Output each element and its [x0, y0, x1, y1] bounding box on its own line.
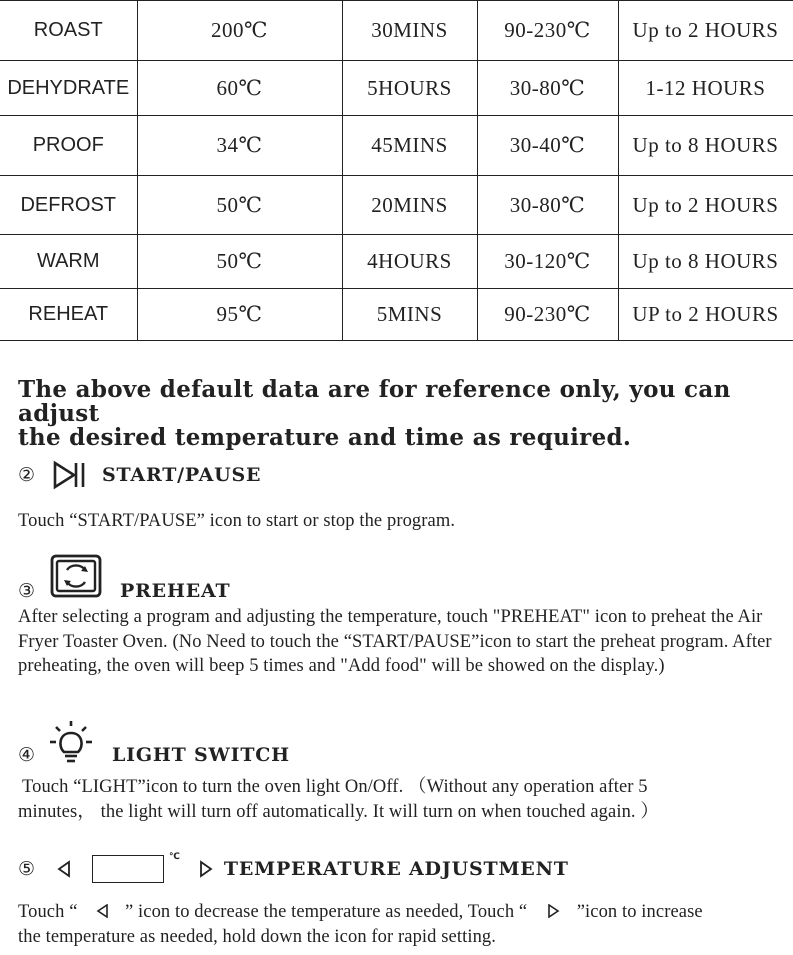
default-time-cell: 5MINS	[342, 289, 477, 341]
start-pause-heading	[18, 460, 261, 490]
default-time-cell: 5HOURS	[342, 61, 477, 116]
temp-range-cell: 30-40℃	[477, 116, 618, 176]
mode-cell: PROOF	[0, 116, 137, 176]
temp-range-cell: 30-80℃	[477, 61, 618, 116]
time-range-cell: Up to 2 HOURS	[618, 176, 793, 235]
time-range-cell: Up to 8 HOURS	[618, 235, 793, 289]
preheat-oven-icon	[50, 554, 102, 598]
reference-note	[18, 378, 778, 450]
table-row	[0, 289, 793, 341]
default-temp-cell: 34℃	[137, 116, 342, 176]
light-bulb-icon	[50, 720, 92, 764]
default-temp-cell: 50℃	[137, 176, 342, 235]
light-switch-line-2: minutes， the light will turn off automatically. It will turn on when touched again. ）	[18, 801, 659, 822]
time-range-cell: UP to 2 HOURS	[618, 289, 793, 341]
light-switch-title: LIGHT SWITCH	[112, 744, 290, 766]
light-switch-description	[18, 775, 793, 824]
degree-unit: ℃	[169, 852, 180, 862]
time-range-cell: Up to 8 HOURS	[618, 116, 793, 176]
default-time-cell: 45MINS	[342, 116, 477, 176]
start-pause-description: Touch “START/PAUSE” icon to start or stop the program.	[18, 511, 456, 531]
mode-cell: REHEAT	[0, 289, 137, 341]
settings-table	[0, 0, 793, 341]
default-temp-cell: 50℃	[137, 235, 342, 289]
default-time-cell: 20MINS	[342, 176, 477, 235]
increase-arrow-icon	[546, 904, 560, 918]
mode-cell: ROAST	[0, 1, 137, 61]
default-time-cell: 30MINS	[342, 1, 477, 61]
mode-cell: WARM	[0, 235, 137, 289]
temperature-adjustment-title: TEMPERATURE ADJUSTMENT	[223, 858, 569, 880]
temperature-adjustment-description	[18, 900, 793, 949]
mode-cell: DEHYDRATE	[0, 61, 137, 116]
temp-range-cell: 90-230℃	[477, 289, 618, 341]
light-switch-line-1: Touch “LIGHT”icon to turn the oven light On/Off. （Without any operation after 5	[22, 777, 648, 797]
temp-range-cell: 30-80℃	[477, 176, 618, 235]
increase-arrow-icon	[198, 860, 214, 878]
decrease-arrow-icon	[56, 860, 72, 878]
temperature-text-c: ”icon to increase	[576, 902, 703, 922]
table-row	[0, 235, 793, 289]
table-row	[0, 176, 793, 235]
settings-table-body	[0, 1, 793, 341]
light-switch-heading	[18, 718, 290, 766]
temperature-display-box	[92, 855, 164, 883]
section-number: ②	[18, 464, 36, 486]
table-row	[0, 61, 793, 116]
time-range-cell: Up to 2 HOURS	[618, 1, 793, 61]
preheat-description: After selecting a program and adjusting the temperature, touch "PREHEAT" icon to preheat the Air Fryer Toaster Oven. (No Need to touch the “START/PAUSE”icon to start the preheat program. After preheating, the oven will beep 5 times and "Add food" will be showed on the display.)	[18, 607, 772, 676]
play-pause-icon	[52, 460, 88, 490]
temp-range-cell: 30-120℃	[477, 235, 618, 289]
default-temp-cell: 200℃	[137, 1, 342, 61]
temperature-line-2: the temperature as needed, hold down the icon for rapid setting.	[18, 926, 496, 947]
reference-note-line-2: the desired temperature and time as required.	[18, 424, 632, 451]
table-row	[0, 1, 793, 61]
decrease-arrow-icon	[96, 904, 110, 918]
temperature-text-b: ” icon to decrease the temperature as needed, Touch “	[124, 902, 528, 922]
reference-note-line-1: The above default data are for reference only, you can adjust	[18, 376, 731, 427]
section-number: ③	[18, 580, 36, 602]
table-row	[0, 116, 793, 176]
preheat-heading	[18, 550, 230, 602]
start-pause-title: START/PAUSE	[102, 464, 262, 486]
settings-table-wrapper	[0, 0, 793, 341]
preheat-title: PREHEAT	[120, 580, 231, 602]
mode-cell: DEFROST	[0, 176, 137, 235]
default-time-cell: 4HOURS	[342, 235, 477, 289]
temperature-text-a: Touch “	[18, 902, 78, 922]
time-range-cell: 1-12 HOURS	[618, 61, 793, 116]
temperature-line-1	[18, 900, 793, 925]
section-number: ④	[18, 744, 36, 766]
default-temp-cell: 95℃	[137, 289, 342, 341]
temperature-adjustment-heading	[18, 852, 569, 883]
temp-range-cell: 90-230℃	[477, 1, 618, 61]
default-temp-cell: 60℃	[137, 61, 342, 116]
section-number: ⑤	[18, 858, 36, 880]
